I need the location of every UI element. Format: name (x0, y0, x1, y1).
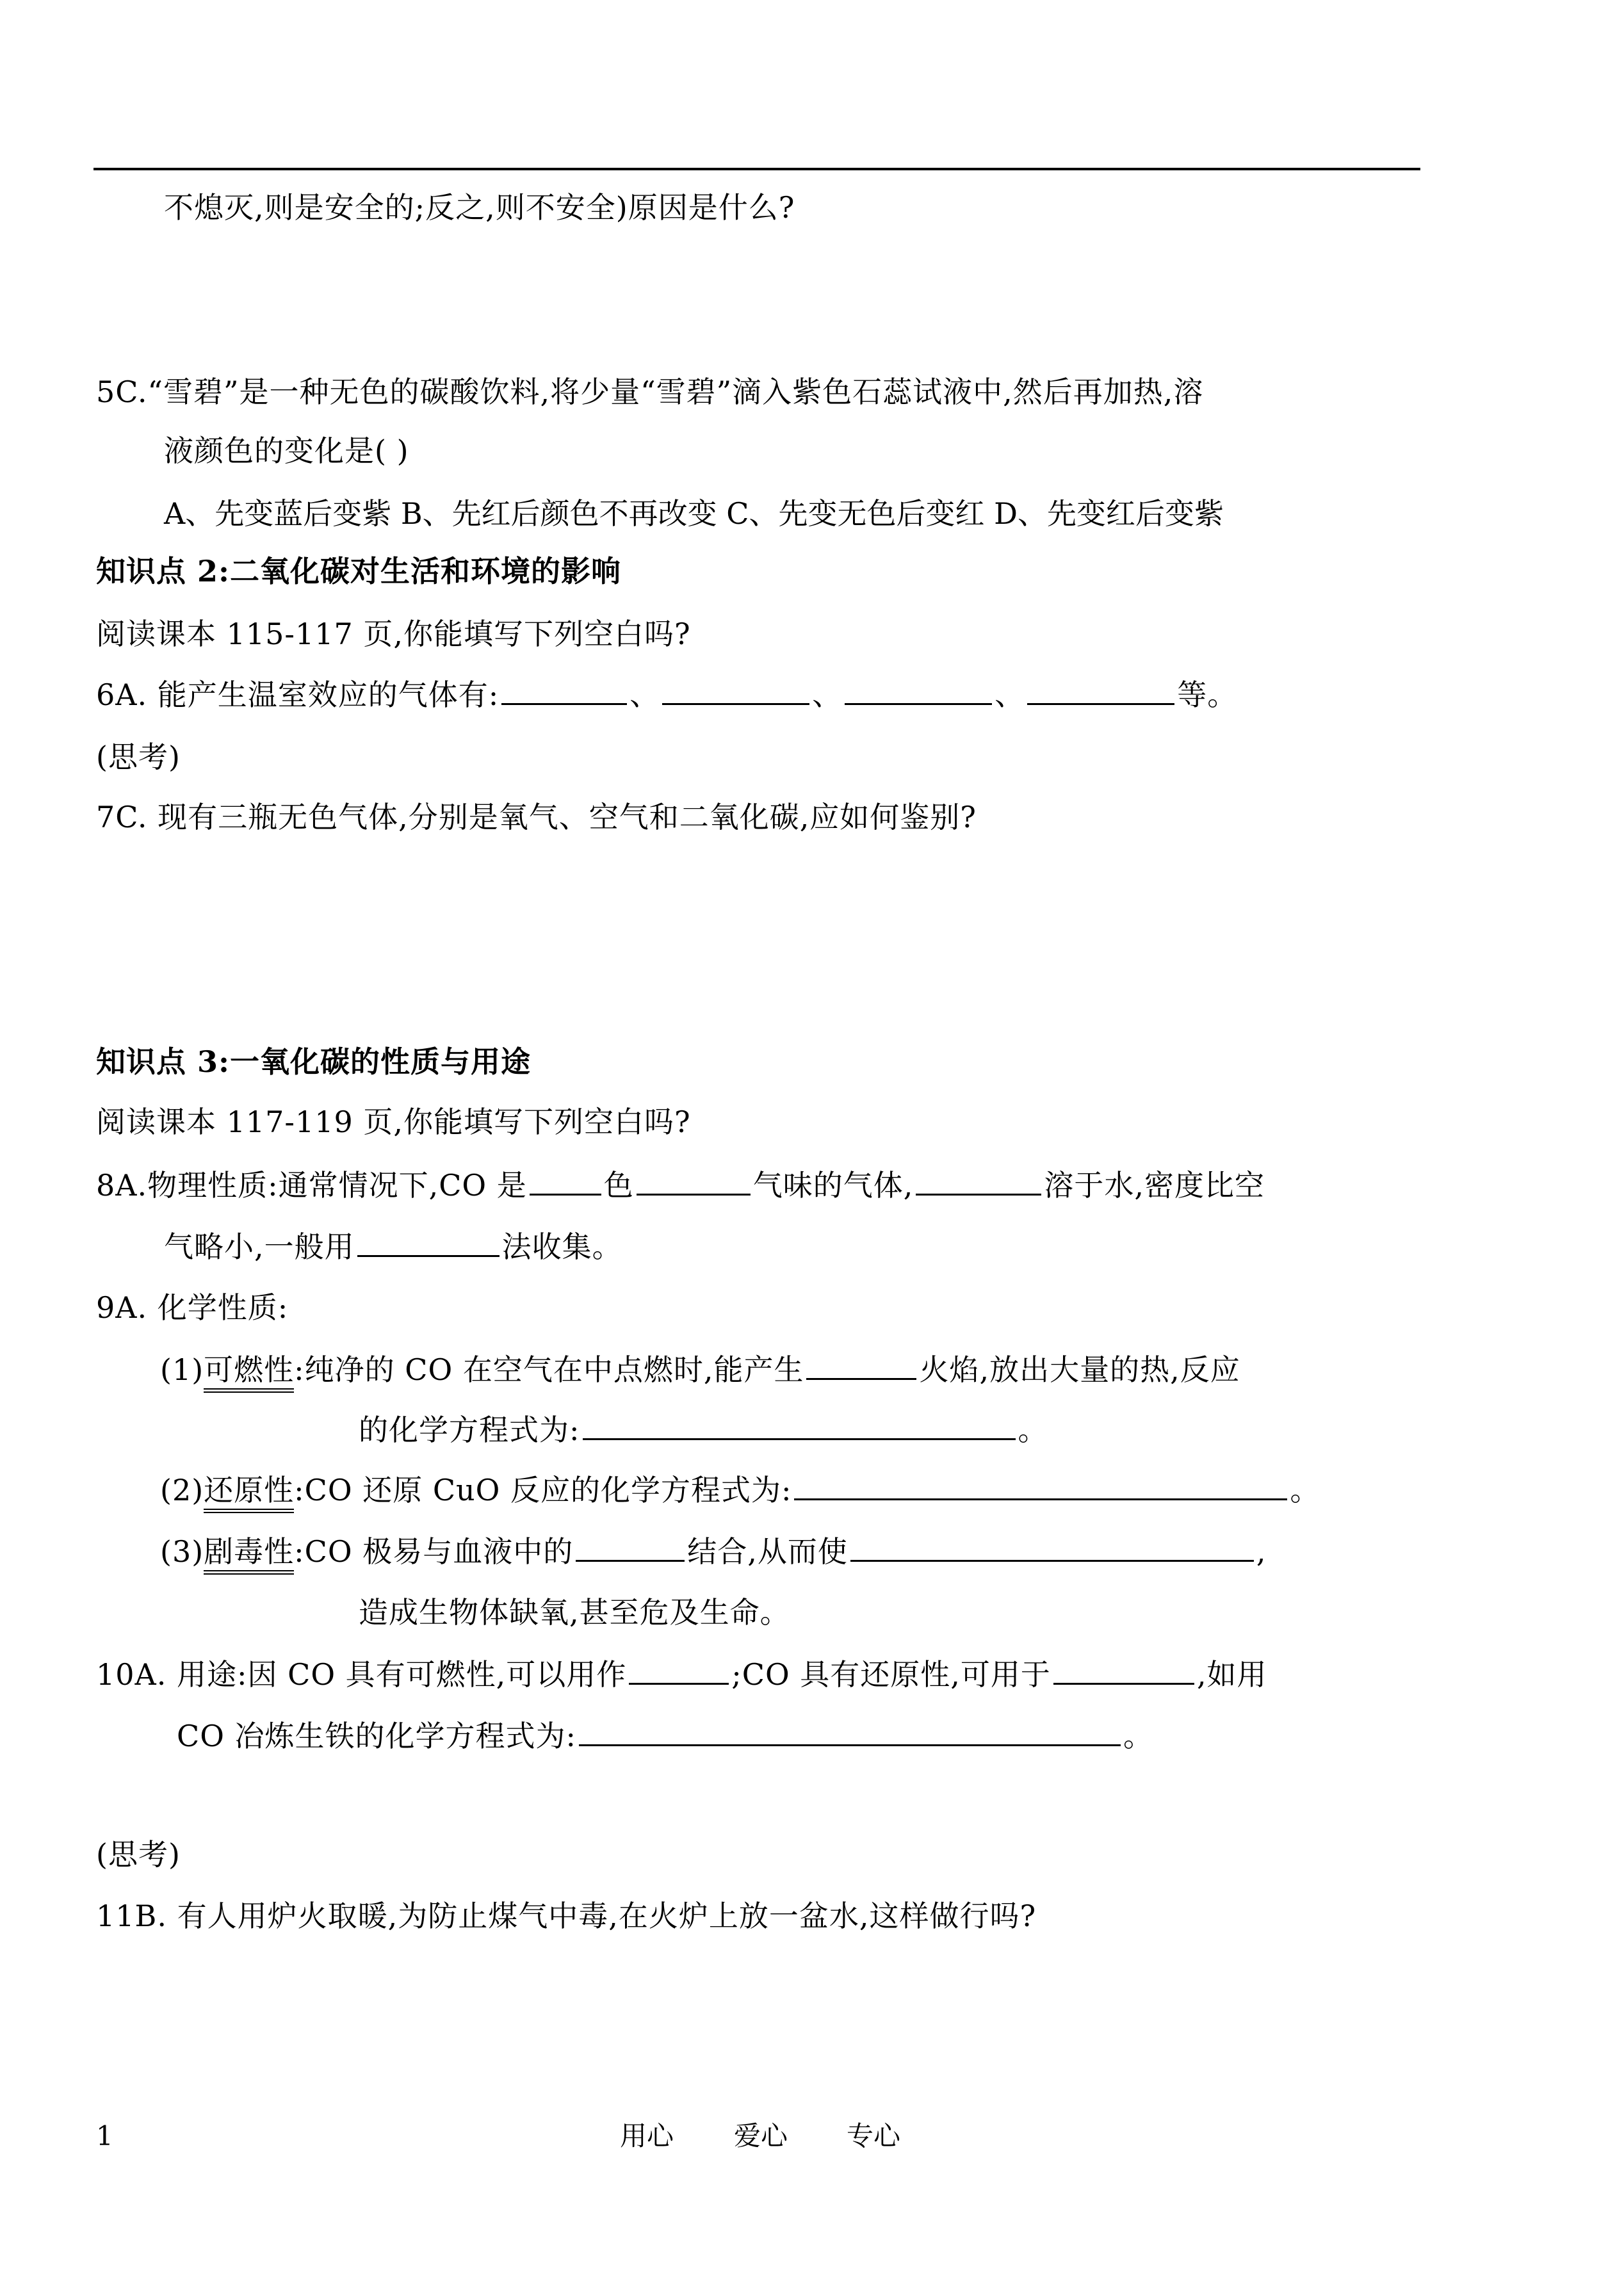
question-9a-item-3 (160, 1530, 1266, 1572)
reading-instruction (96, 613, 691, 654)
fill-blank[interactable] (501, 674, 627, 705)
question-7c-text: 7C. 现有三瓶无色气体,分别是氧气、空气和二氧化碳,应如何鉴别? (96, 800, 977, 834)
item-text: 。 (1290, 1473, 1320, 1507)
knowledge-point-2-heading (96, 551, 621, 592)
question-11b (96, 1895, 1036, 1936)
reading-text: 阅读课本 117-119 页,你能填写下列空白吗? (96, 1105, 691, 1139)
item-text: , (1256, 1534, 1267, 1569)
question-5c-line2 (164, 430, 409, 471)
fill-blank[interactable] (850, 1530, 1254, 1562)
question-7c (96, 797, 977, 838)
question-10a-line2 (177, 1715, 1153, 1756)
fill-blank[interactable] (637, 1164, 751, 1196)
footer-motto: 爱心 (734, 2120, 788, 2152)
fill-blank[interactable] (576, 1530, 685, 1562)
question-9a (96, 1287, 288, 1328)
fill-blank[interactable] (916, 1164, 1041, 1196)
question-5c-text: 5C.“雪碧”是一种无色的碳酸饮料,将少量“雪碧”滴入紫色石蕊试液中,然后再加热,溶 (96, 375, 1204, 409)
item-text: 的化学方程式为: (359, 1413, 580, 1447)
question-5c-options (164, 493, 1224, 534)
question-8a-text: 色 (603, 1168, 634, 1203)
question-6a-text: 6A. 能产生温室效应的气体有: (96, 677, 499, 712)
footer-motto: 用心 (620, 2120, 674, 2152)
item-text: :纯净的 CO 在空气在中点燃时,能产生 (294, 1352, 804, 1387)
question-9a-item-3-line2 (359, 1592, 790, 1633)
fill-blank[interactable] (629, 1653, 729, 1685)
question-5c (96, 371, 1203, 412)
continuation-text: 不熄灭,则是安全的;反之,则不安全)原因是什么? (164, 190, 795, 225)
reading-instruction (96, 1101, 691, 1142)
separator: 、 (995, 677, 1025, 712)
page-number: 1 (96, 2120, 113, 2152)
item-number: (2) (160, 1473, 204, 1507)
question-8a-text: 法收集。 (501, 1229, 622, 1264)
item-text: 造成生物体缺氧,甚至危及生命。 (359, 1595, 790, 1630)
question-8a (96, 1164, 1265, 1206)
think-text: (思考) (96, 1837, 181, 1872)
fill-blank[interactable] (357, 1226, 499, 1257)
section-heading: 知识点 2:二氧化碳对生活和环境的影响 (96, 554, 622, 588)
footer-motto: 专心 (847, 2120, 901, 2152)
think-label (96, 736, 181, 777)
question-10a-text: ;CO 具有还原性,可用于 (731, 1657, 1051, 1692)
text-line (164, 187, 795, 228)
question-8a-line2 (164, 1226, 622, 1267)
question-10a-text: ,如用 (1196, 1657, 1267, 1692)
property-label: 可燃性 (204, 1352, 294, 1393)
separator: 、 (812, 677, 843, 712)
fill-blank[interactable] (530, 1164, 601, 1196)
question-9a-text: 9A. 化学性质: (96, 1290, 289, 1325)
fill-blank[interactable] (579, 1715, 1121, 1746)
fill-blank[interactable] (1027, 674, 1174, 705)
fill-blank[interactable] (845, 674, 992, 705)
question-6a-end: 等。 (1177, 677, 1238, 712)
item-text: :CO 还原 CuO 反应的化学方程式为: (294, 1473, 792, 1507)
fill-blank[interactable] (583, 1409, 1016, 1440)
question-9a-item-1-line2 (359, 1409, 1048, 1450)
item-number: (3) (160, 1534, 204, 1569)
item-text: 火焰,放出大量的热,反应 (919, 1352, 1240, 1387)
fill-blank[interactable] (794, 1469, 1287, 1500)
question-9a-item-2 (160, 1469, 1320, 1511)
item-text: 结合,从而使 (687, 1534, 848, 1569)
property-label: 剧毒性 (204, 1534, 294, 1575)
think-text: (思考) (96, 740, 181, 774)
question-8a-text: 气味的气体, (752, 1168, 914, 1203)
question-10a-text: 。 (1123, 1719, 1154, 1753)
reading-text: 阅读课本 115-117 页,你能填写下列空白吗? (96, 617, 691, 651)
separator: 、 (629, 677, 660, 712)
property-label: 还原性 (204, 1473, 294, 1513)
fill-blank[interactable] (662, 674, 809, 705)
answer-options: A、先变蓝后变紫 B、先红后颜色不再改变 C、先变无色后变红 D、先变红后变紫 (164, 496, 1224, 531)
question-6a (96, 674, 1237, 715)
question-8a-text: 8A.物理性质:通常情况下,CO 是 (96, 1168, 527, 1203)
question-9a-item-1 (160, 1349, 1240, 1390)
item-number: (1) (160, 1352, 204, 1387)
fill-blank[interactable] (806, 1349, 916, 1380)
question-11b-text: 11B. 有人用炉火取暖,为防止煤气中毒,在火炉上放一盆水,这样做行吗? (96, 1899, 1037, 1933)
question-5c-text-2: 液颜色的变化是( ) (164, 434, 409, 468)
knowledge-point-3-heading (96, 1041, 531, 1082)
section-heading: 知识点 3:一氧化碳的性质与用途 (96, 1044, 532, 1079)
header-rule (93, 168, 1420, 170)
question-8a-text: 溶于水,密度比空 (1044, 1168, 1265, 1203)
fill-blank[interactable] (1053, 1653, 1194, 1685)
question-10a-text: CO 冶炼生铁的化学方程式为: (177, 1719, 577, 1753)
question-10a-text: 10A. 用途:因 CO 具有可燃性,可以用作 (96, 1657, 627, 1692)
think-label (96, 1834, 181, 1875)
item-text: 。 (1018, 1413, 1048, 1447)
question-10a (96, 1653, 1267, 1695)
question-8a-text: 气略小,一般用 (164, 1229, 355, 1264)
item-text: :CO 极易与血液中的 (294, 1534, 574, 1569)
